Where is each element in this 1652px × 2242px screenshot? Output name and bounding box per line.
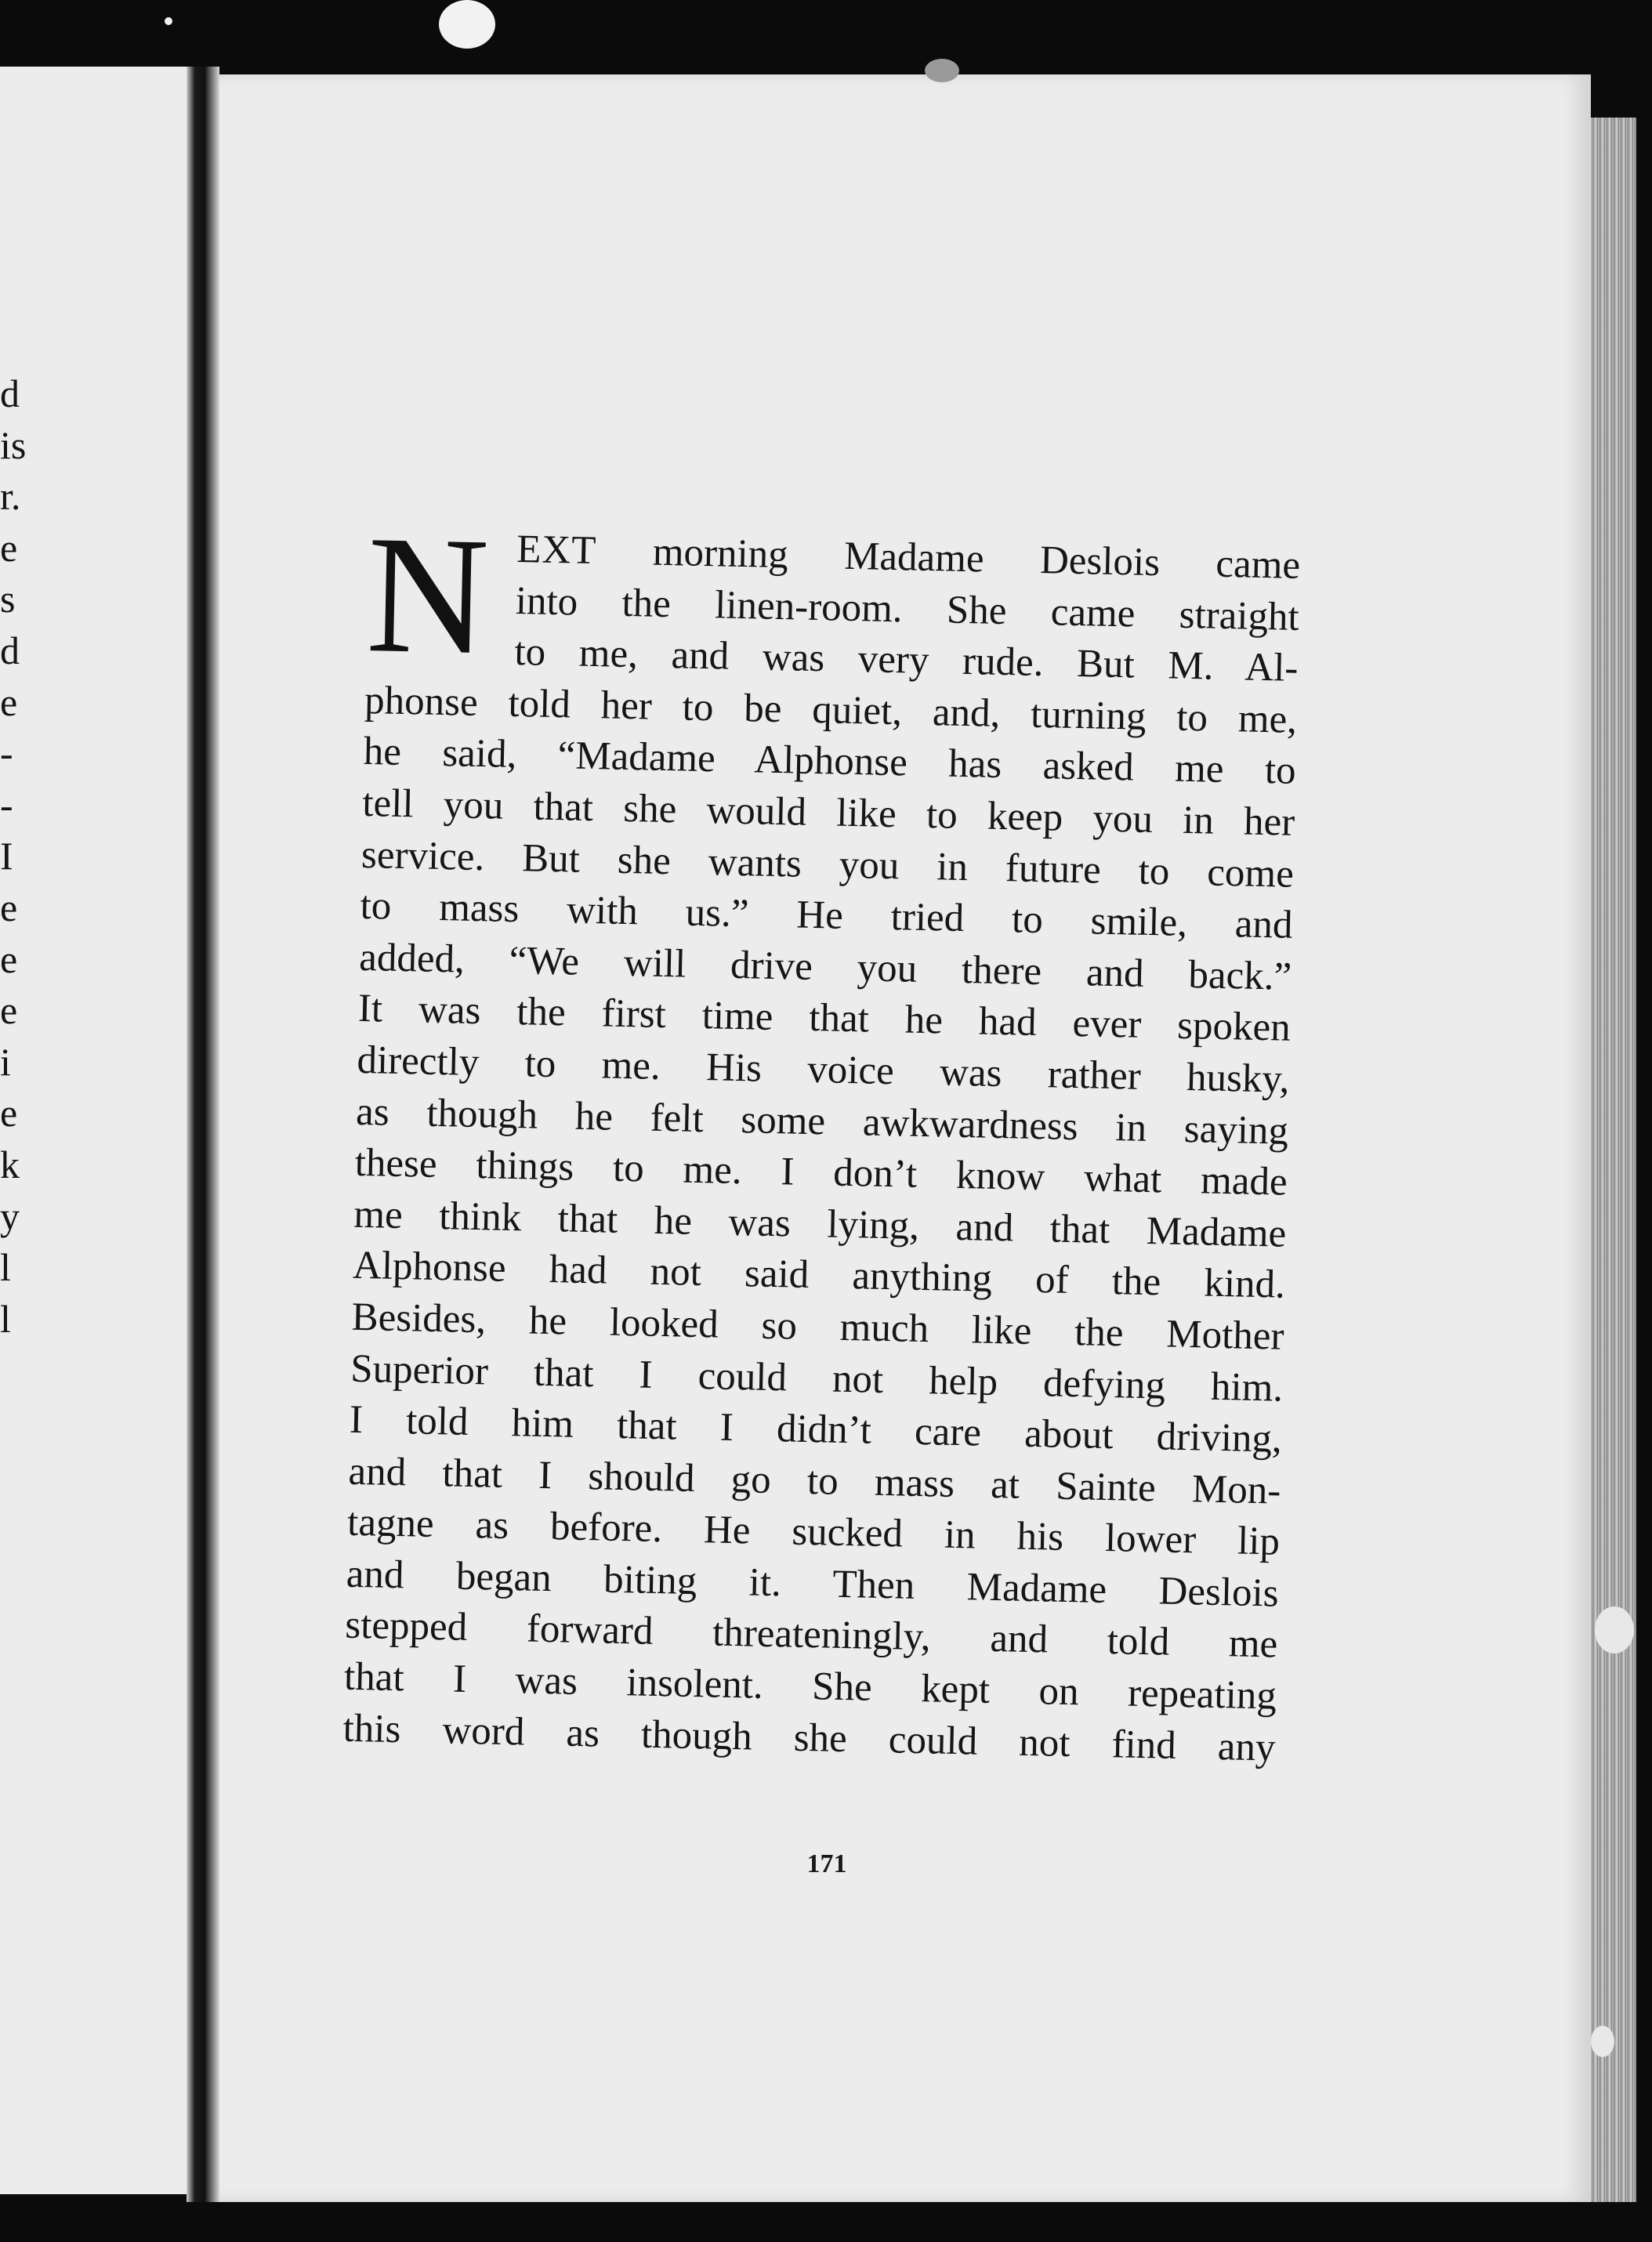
previous-page-line-fragment: i [0,1039,11,1084]
previous-page-edge [0,67,187,2194]
text-line: this word as though she could not find any [342,1706,1277,1770]
text-line: to mass with us.” He tried to smile, and [360,884,1294,947]
previous-page-line-fragment: k [0,1142,20,1186]
page-edges [1591,118,1636,2202]
previous-page-line-fragment: l [0,1296,11,1341]
previous-page-line-fragment: s [0,577,16,621]
text-line: Besides, he looked so much like the Mother [351,1295,1285,1359]
previous-page-line-fragment: e [0,1091,18,1135]
text-line: to me, and was very rude. But M. Al- [513,630,1299,691]
text-line: he said, “Madame Alphonse has asked me to [363,730,1297,794]
previous-page-line-fragment: e [0,525,18,570]
text-line: It was the first time that he had ever spoken [357,987,1292,1051]
drop-cap: N [364,500,491,690]
text-line: tagne as before. He sucked in his lower lip [346,1501,1281,1564]
scan-artifact [439,0,495,49]
text-line: and began biting it. Then Madame Deslois [346,1552,1280,1616]
text-line: that I was insolent. She kept on repeating [343,1654,1277,1719]
text-line: and that I should go to mass at Sainte Mon- [348,1449,1281,1513]
previous-page-line-fragment: is [0,422,27,467]
scan-artifact [1591,2026,1614,2057]
previous-page-line-fragment: e [0,936,18,981]
page-number: 171 [806,1849,847,1878]
text-line: into the linen-room. She came straight [515,578,1300,639]
previous-page-line-fragment: r. [0,474,21,519]
previous-page-line-fragment: l [0,1245,11,1290]
text-line: Superior that I could not help defying him. [350,1346,1284,1411]
scan-artifact [165,17,172,25]
previous-page-line-fragment: - [0,731,13,776]
previous-page-line-fragment: y [0,1193,20,1238]
previous-page-line-fragment: d [0,628,20,672]
previous-page-line-fragment: I [0,834,13,878]
text-line: me think that he was lying, and that Madame [353,1192,1287,1256]
text-line: service. But she wants you in future to come [360,832,1295,896]
text-lines [342,500,1301,1774]
page-body-text [342,500,1301,1774]
text-line: tell you that she would like to keep you in her [361,781,1295,845]
previous-page-line-endings [0,368,27,1345]
previous-page-line-fragment: - [0,782,13,827]
text-line: stepped forward threateningly, and told me [344,1603,1278,1668]
text-line: I told him that I didn’t care about driving, [349,1397,1283,1461]
lead-word: EXT [516,527,597,574]
text-line: phonse told her to be quiet, and, turning to me, [364,678,1298,742]
book-gutter [187,67,219,2202]
text-line: these things to me. I don’t know what made [354,1140,1288,1204]
scan-artifact [1595,1606,1634,1653]
text-line: as though he felt some awkwardness in saying [355,1089,1289,1154]
previous-page-line-fragment: e [0,885,18,929]
previous-page-line-fragment: e [0,988,18,1033]
text-line: Alphonse had not said anything of the kind. [352,1244,1286,1308]
previous-page-line-fragment: e [0,679,18,724]
line-text: morning Madame Deslois came [596,529,1301,588]
text-line: added, “We will drive you there and back.” [358,935,1292,999]
previous-page-line-fragment: d [0,371,20,415]
text-line: directly to me. His voice was rather husky, [357,1038,1290,1102]
scan-artifact [925,59,959,82]
